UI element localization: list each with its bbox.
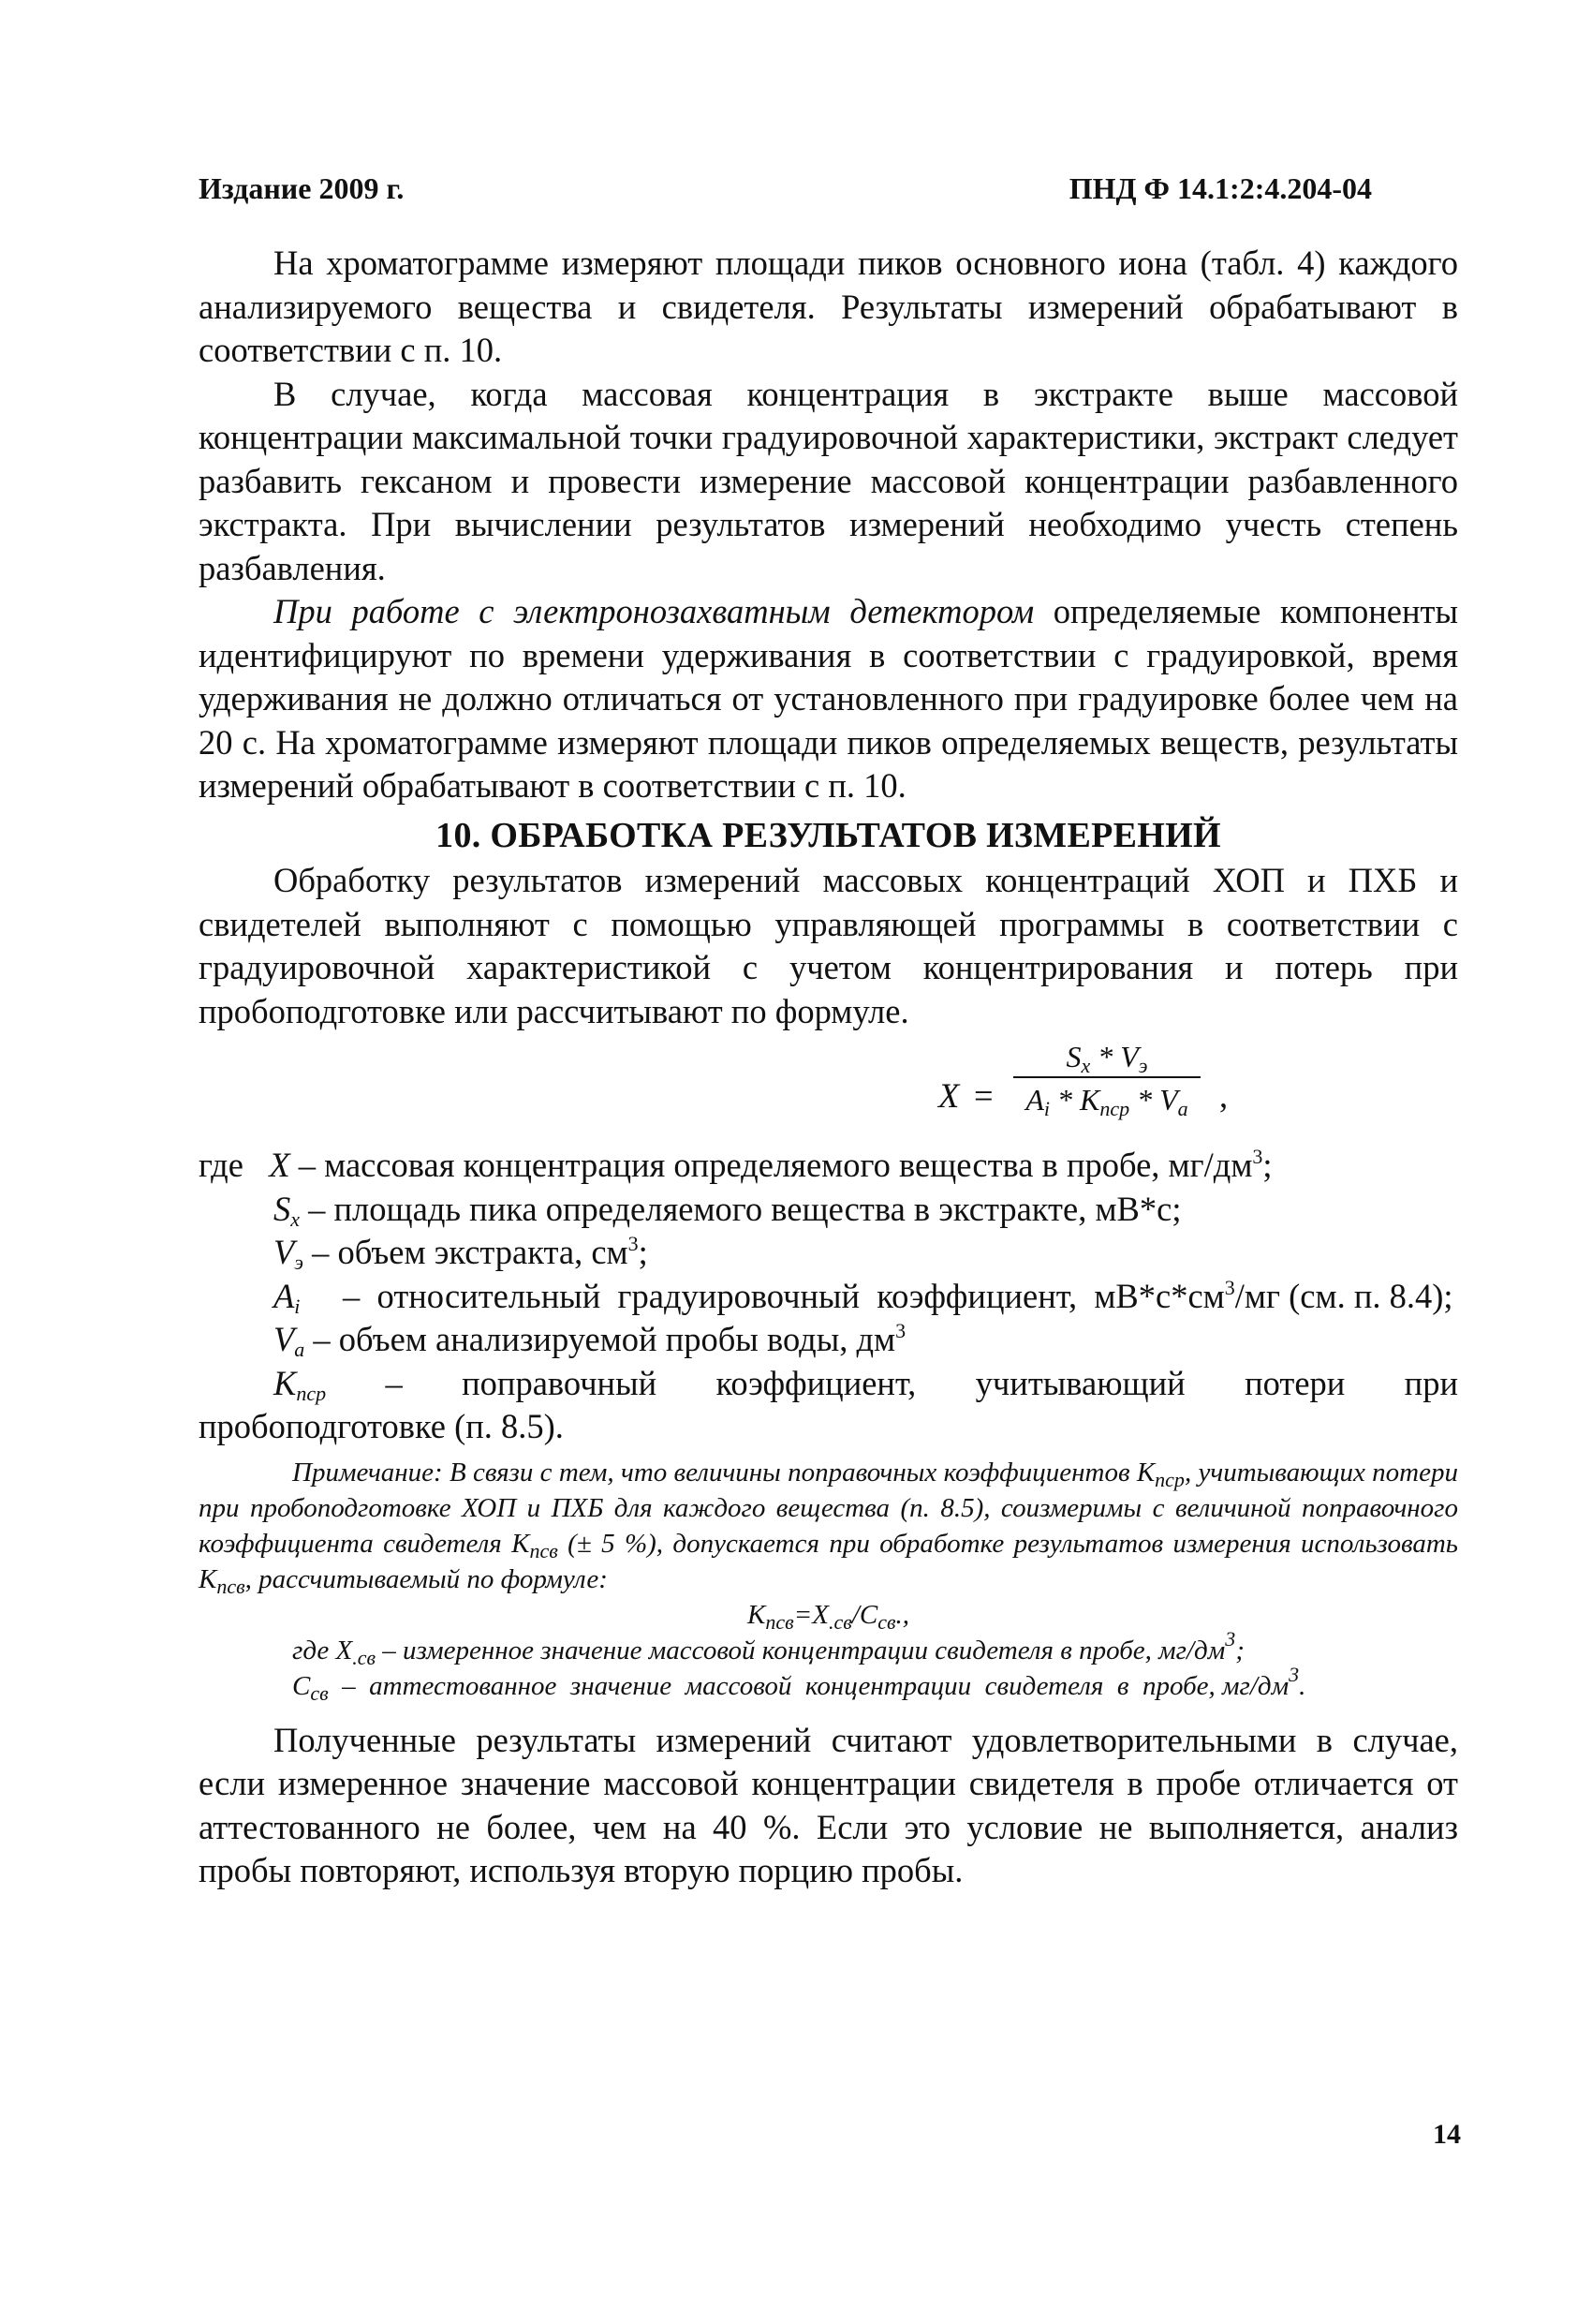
paragraph-dilution: В случае, когда массовая концентрация в экстракте выше массовой концентрации максимальной точки градуировочной характеристики, экстракт следует разбавить гексаном и провести измерение массовой концентрации разбавленного экстракта. При вычислении результатов измерений необходимо учесть степень разбавления. (199, 374, 1458, 587)
paragraph-ecd-detector (199, 590, 1458, 808)
paragraph-processing-intro: Обработку результатов измерений массовых концентраций ХОП и ПХБ и свидетелей выполняют с помощью управляющей программы в соответствии с градуировочной характеристикой с учетом концентрирования и потерь при пробоподготовке или рассчитывают по формуле. (199, 861, 1458, 1030)
paragraph-chromatogram: На хроматограмме измеряют площади пиков основного иона (табл. 4) каждого анализируемого вещества и свидетеля. Результаты измерений обрабатывают в соответствии с п. 10. (199, 244, 1458, 369)
paragraph-results-acceptance: Полученные результаты измерений считают удовлетворительными в случае, если измеренное значение массовой концентрации свидетеля в пробе отличается от аттестованного не более, чем на 40 %. Если это условие не выполняется, анализ пробы повторяют, используя вторую порцию пробы. (199, 1720, 1458, 1889)
document-body (199, 242, 1467, 1893)
formula-equals: = (974, 1076, 994, 1115)
page-number: 14 (1433, 2119, 1461, 2150)
definition-k: $K_{пср}$ – поправочный коэффициент, учитывающий потери при пробоподготовке (п. 8.5). (199, 1363, 1467, 1445)
concentration-formula (199, 1033, 1458, 1144)
formula-denominator: $A_i * K_{пср} * V_a$ (1025, 1083, 1188, 1120)
definition-x: где X – массовая концентрация определяемого вещества в пробе, $мг/дм^3$; (199, 1145, 1273, 1184)
ecd-italic-phrase: При работе с электронозахватным детектором (273, 592, 1035, 630)
document-code-header: ПНД Ф 14.1:2:4.204-04 (1069, 171, 1372, 205)
note-formula: $K_{пcв}=X_{.cв}/C_{cв}$., (746, 1599, 910, 1634)
formula-fraction (1013, 1039, 1201, 1118)
note-paragraph: Примечание: В связи с тем, что величины поправочных коэффициентов $K_{пср}$, учитывающих потери при пробоподготовке ХОП и ПХБ для каждого вещества (п. 8.5), соизмеримы с величиной поправочного коэффициента свидетеля $K_{пcв}$ (± 5 %), допускается при обработке результатов измерения использовать $K_{пcв}$, рассчитываемый по формуле: (199, 1457, 1459, 1598)
ecd-paragraph-rest: определяемые компоненты идентифицируют по времени удерживания в соответствии с градуировкой, время удерживания не должно отличаться от установленного при градуировке более чем на 20 с. На хроматограмме измеряют площади пиков определяемых веществ, результаты измерений обрабатывают в соответствии с п. 10. (199, 592, 1458, 805)
edition-header: Издание 2009 г. (199, 171, 405, 205)
definition-ai: $A_i$ – относительный градуировочный коэффициент, $мВ*с*см^3/мг$ (см. п. 8.4); (273, 1275, 1453, 1318)
definition-ve: $V_э$ – объем экстракта, $см^3$; (273, 1232, 648, 1274)
formula-numerator: $S_x * V_э$ (1013, 1039, 1201, 1078)
definition-sx: $S_x$ – площадь пика определяемого вещества в экстракте, мВ*с; (273, 1189, 1182, 1231)
formula-comma: , (1219, 1076, 1229, 1115)
section-heading: 10. ОБРАБОТКА РЕЗУЛЬТАТОВ ИЗМЕРЕНИЙ (435, 815, 1221, 855)
formula-lhs: X (938, 1076, 960, 1115)
definition-va: $V_a$ – объем анализируемой пробы воды, $дм^3$ (273, 1319, 907, 1361)
note-definition-c: $C_{cв}$ – аттестованное значение массовой концентрации свидетеля в пробе, $мг/дм^3$. (292, 1662, 1306, 1705)
note-definition-x: где $X_{.cв}$ – измеренное значение массовой концентрации свидетеля в пробе, $мг/дм^3$; (292, 1626, 1245, 1669)
